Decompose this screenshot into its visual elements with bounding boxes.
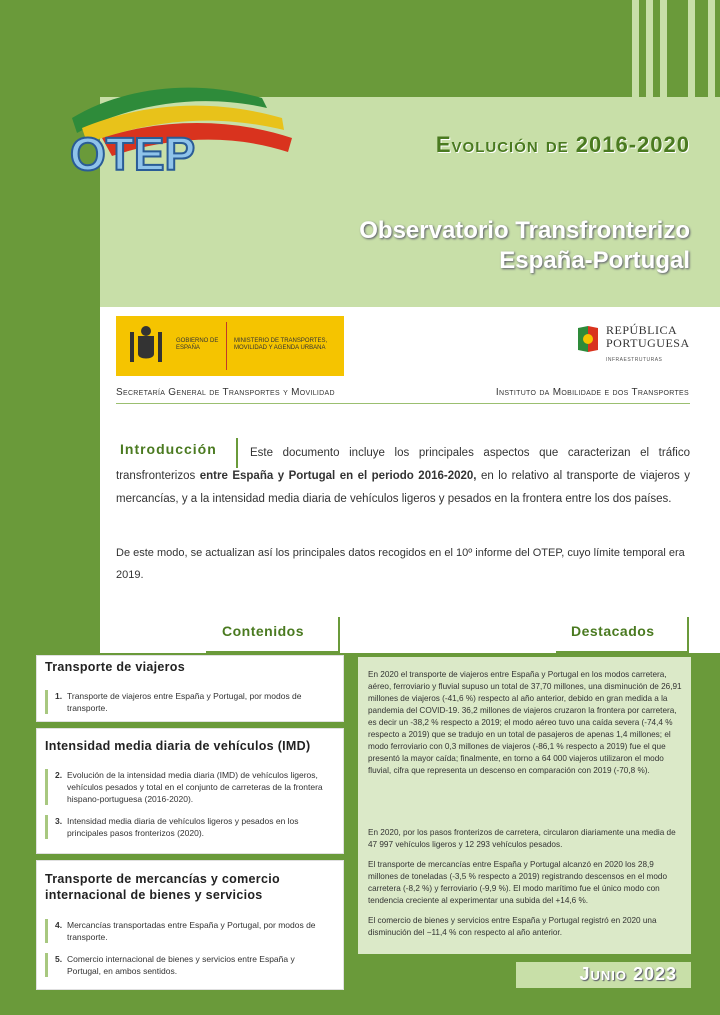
secretaria-label: Secretaría General de Transportes y Movilidad	[116, 387, 335, 398]
section-title	[45, 871, 280, 903]
item-text: Mercancías transportadas entre España y Portugal, por modos de transporte.	[67, 920, 316, 942]
otep-logo	[62, 78, 302, 188]
header-stripe	[688, 0, 695, 97]
coat-of-arms-icon	[126, 324, 166, 368]
observatory-line1: Observatorio Transfronterizo	[359, 217, 690, 244]
intro-title: Introducción	[120, 441, 217, 457]
publication-date: Junio 2023	[579, 964, 677, 984]
item-number: 1.	[55, 691, 63, 701]
item-text: Intensidad media diaria de vehículos ligeros y pesados en los principales pasos fronterizos (2020).	[67, 816, 299, 838]
header-stripe	[660, 0, 667, 97]
highlight-paragraph: El transporte de mercancías entre España y Portugal alcanzó en 2020 los 28,9 millones de toneladas (-3,5 % respecto a 2019) registrando descensos en el modo carretera (-8,2 %) y ferroviario (-9,9 %). El modo marítimo fue el único modo con tendencia creciente al experimentar una subida del +14,6 %.	[368, 860, 668, 905]
portugal-emblem-icon	[576, 324, 600, 354]
destacados-underline	[556, 651, 689, 653]
spain-government-logo	[116, 316, 344, 376]
item-number: 4.	[55, 920, 63, 930]
section-title-line1: Transporte de mercancías y comercio	[45, 872, 280, 886]
portugal-sub-text: INFRAESTRUTURAS	[606, 357, 663, 363]
highlight-paragraph: El comercio de bienes y servicios entre España y Portugal registró en 2020 una disminución del −11,4 % con respecto al año anterior.	[368, 916, 657, 937]
header-stripe	[708, 0, 715, 97]
contenidos-title: Contenidos	[222, 623, 304, 639]
header-stripe	[632, 0, 639, 97]
instituto-label: Instituto da Mobilidade e dos Transportes	[495, 387, 689, 398]
header-stripe	[646, 0, 653, 97]
ministry-text: MINISTERIO DE TRANSPORTES, MOVILIDAD Y AGENDA URBANA	[234, 338, 328, 351]
item-text: Evolución de la intensidad media diaria (IMD) de vehículos ligeros, vehículos pesados y total en el conjunto de carreteras de la frontera hispano-portuguesa (2016-2020).	[67, 770, 323, 804]
otep-logo-text: OTEP	[70, 128, 196, 180]
date-box	[516, 962, 691, 988]
item-number: 2.	[55, 770, 63, 780]
observatory-title	[359, 216, 690, 276]
intro-paragraph-2: De este modo, se actualizan así los principales datos recogidos en el 10º informe del OTEP, cuyo límite temporal era 2019.	[116, 547, 685, 581]
section-title-line2: internacional de bienes y servicios	[45, 888, 263, 902]
portugal-republic-logo	[576, 322, 696, 372]
contenidos-bracket	[338, 617, 340, 651]
item-text: Comercio internacional de bienes y servicios entre España y Portugal, en ambos sentidos.	[67, 954, 295, 976]
intro-paragraph-1: Este documento incluye los principales aspectos que caracterizan el tráfico transfronterizos entre España y Portugal en el periodo 2016-2020, en lo relativo al transporte de viajeros y mercancías, y a la intensidad media diaria de vehículos ligeros y pesados en la frontera entre los dos países.	[116, 447, 691, 505]
item-number: 5.	[55, 954, 63, 964]
highlight-paragraph: En 2020 el transporte de viajeros entre España y Portugal en los modos carretera, aéreo, ferroviario y fluvial supuso un total de 37,70 millones, una disminución de 26,91 millones de viajeros (-41,6 %) respecto al año anterior, debido en gran medida a la pandemia del COVID-19. 36,2 millones de viajeros cruzaron la frontera por carretera, es decir un -38,2 % respecto a 2019; el modo aéreo tuvo una caída severa (-74,4 % respecto a 2019) que se tradujo en un total de pasajeros de apenas 1,4 millones; el modo ferroviario con 0,3 millones de viajeros (-86,1 % respecto a 2019) fue el que presentó la mayor caída; finalmente, en torno a 64 000 viajeros utilizaron el modo fluvial, cifra que representa un descenso en comparación con 2019 (-70,8 %).	[368, 670, 682, 775]
section-title: Intensidad media diaria de vehículos (IMD)	[45, 739, 311, 753]
contenidos-underline	[206, 651, 340, 653]
item-text: Transporte de viajeros entre España y Portugal, por modos de transporte.	[67, 691, 302, 713]
observatory-line2: España-Portugal	[499, 247, 690, 274]
intro-bracket	[236, 438, 238, 468]
item-number: 3.	[55, 816, 63, 826]
portugal-line2: PORTUGUESA	[606, 336, 690, 350]
evolution-title: Evolución de 2016-2020	[435, 132, 690, 157]
highlight-paragraph: En 2020, por los pasos fronterizos de carretera, circularon diariamente una media de 47 997 vehículos ligeros y 12 293 vehículos pesados.	[368, 828, 676, 849]
destacados-title: Destacados	[571, 623, 655, 639]
portugal-line1: REPÚBLICA	[606, 323, 678, 337]
portugal-republic-text	[606, 324, 690, 350]
section-title: Transporte de viajeros	[45, 660, 185, 674]
gov-spain-text: GOBIERNO DE ESPAÑA	[176, 338, 219, 351]
destacados-bracket	[687, 617, 689, 651]
gov-divider	[226, 322, 227, 370]
destacados-box	[358, 657, 691, 954]
divider-line	[116, 403, 690, 404]
section-box-mercancias	[36, 860, 344, 990]
section-box-viajeros	[36, 655, 344, 722]
section-box-imd	[36, 728, 344, 854]
